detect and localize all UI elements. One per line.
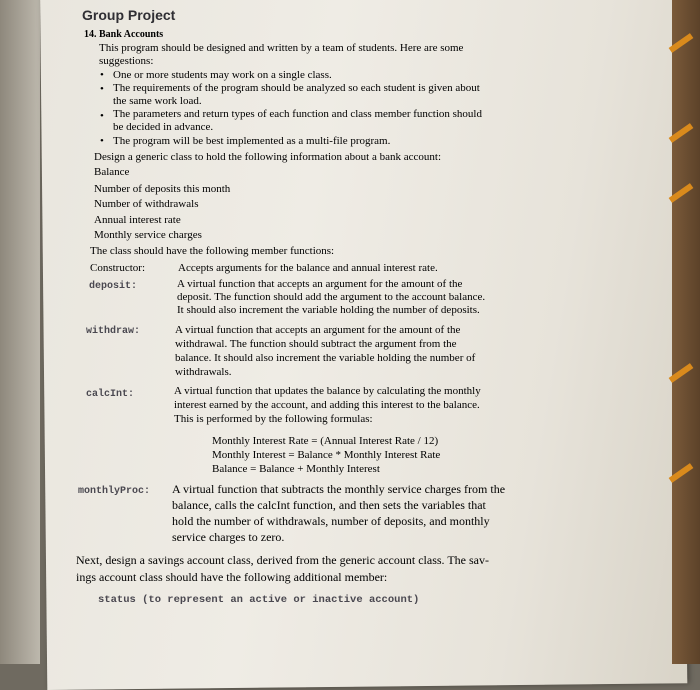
member-desc: withdrawals.	[175, 366, 232, 378]
member-desc: withdrawal. The function should subtract the argument from the	[175, 338, 457, 350]
bullet-icon: •	[100, 83, 104, 95]
bullet-text: One or more students may work on a single class.	[113, 69, 332, 81]
formula-line: Monthly Interest = Balance * Monthly Interest Rate	[212, 449, 441, 461]
bullet-icon: •	[100, 69, 104, 81]
next-paragraph-line: ings account class should have the following additional member:	[76, 570, 388, 584]
member-desc: A virtual function that subtracts the monthly service charges from the	[172, 482, 506, 496]
field-item: Annual interest rate	[94, 214, 181, 226]
member-desc: deposit. The function should add the argument to the account balance.	[177, 291, 486, 303]
field-item: Monthly service charges	[94, 229, 202, 241]
member-desc: interest earned by the account, and adding this interest to the balance.	[174, 399, 480, 411]
bullet-text: The program will be best implemented as a multi-file program.	[113, 135, 391, 147]
formula-line: Balance = Balance + Monthly Interest	[212, 463, 380, 475]
bullet-text: The requirements of the program should be analyzed so each student is given about	[113, 82, 480, 94]
member-desc: hold the number of withdrawals, number of deposits, and monthly	[172, 514, 490, 528]
page-shadow	[0, 0, 40, 664]
member-name: calcInt:	[86, 389, 135, 400]
member-name: monthlyProc:	[78, 486, 151, 497]
member-desc: A virtual function that accepts an argument for the amount of the	[177, 278, 463, 290]
bullet-text: the same work load.	[113, 95, 202, 107]
intro-line: suggestions:	[99, 55, 154, 67]
page-title: Group Project	[82, 7, 176, 23]
bullet-icon: •	[100, 135, 104, 147]
status-member: status (to represent an active or inactive account)	[98, 594, 420, 606]
member-name: deposit:	[89, 281, 138, 292]
intro-line: This program should be designed and written by a team of students. Here are some	[99, 42, 464, 54]
member-desc: This is performed by the following formulas:	[174, 413, 373, 425]
member-desc: balance. It should also increment the variable holding the number of	[175, 352, 476, 364]
member-desc: balance, calls the calcInt function, and then sets the variables that	[172, 498, 486, 512]
member-desc: It should also increment the variable holding the number of deposits.	[177, 304, 480, 316]
field-item: Number of deposits this month	[94, 183, 231, 195]
member-name: Constructor:	[90, 262, 145, 274]
functions-line: The class should have the following member functions:	[90, 245, 335, 257]
problem-heading: 14. Bank Accounts	[84, 29, 164, 40]
member-desc: Accepts arguments for the balance and annual interest rate.	[178, 262, 438, 274]
member-name: withdraw:	[86, 326, 141, 337]
field-item: Balance	[94, 166, 130, 178]
member-desc: service charges to zero.	[172, 530, 285, 544]
formula-line: Monthly Interest Rate = (Annual Interest Rate / 12)	[212, 435, 439, 447]
background-edge	[672, 0, 700, 664]
bullet-icon: •	[100, 110, 104, 122]
bullet-text: The parameters and return types of each function and class member function should	[113, 108, 482, 120]
bullet-text: be decided in advance.	[113, 121, 214, 133]
member-desc: A virtual function that accepts an argument for the amount of the	[175, 324, 461, 336]
design-line: Design a generic class to hold the following information about a bank account:	[94, 151, 442, 163]
next-paragraph-line: Next, design a savings account class, derived from the generic account class. The sav-	[76, 553, 489, 567]
field-item: Number of withdrawals	[94, 198, 199, 210]
member-desc: A virtual function that updates the balance by calculating the monthly	[174, 385, 481, 397]
